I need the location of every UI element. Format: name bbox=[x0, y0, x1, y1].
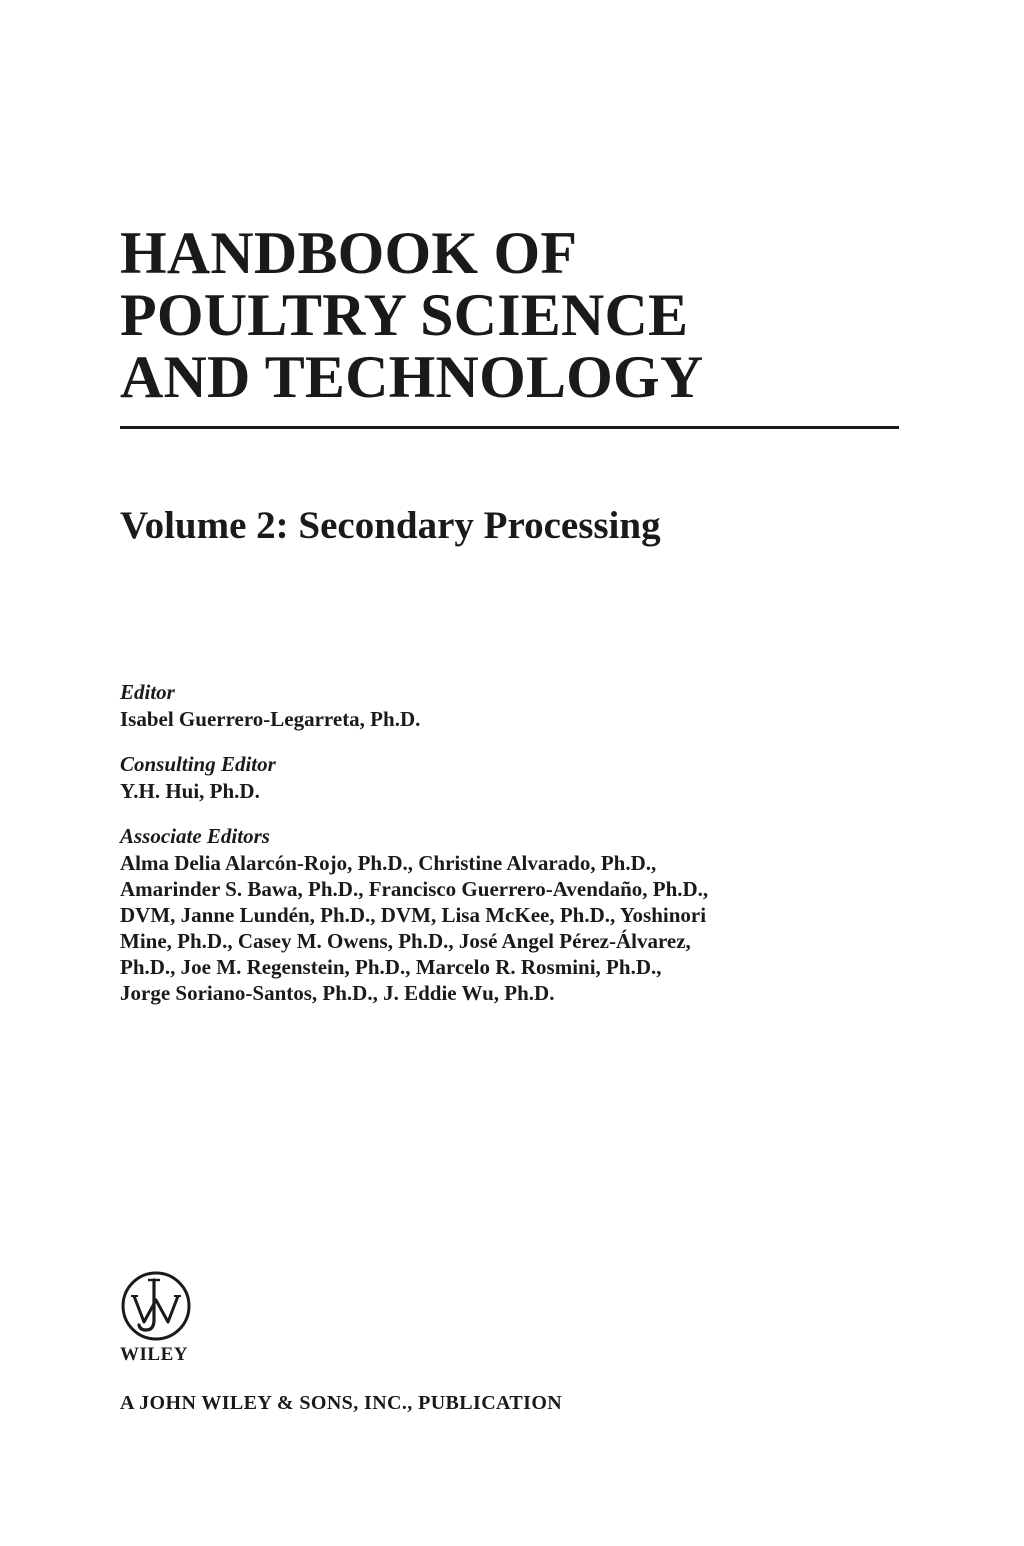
wiley-jw-seal-icon bbox=[120, 1270, 192, 1342]
title-line-3: AND TECHNOLOGY bbox=[120, 344, 704, 410]
publisher-logo bbox=[120, 1270, 196, 1366]
editor-role-label: Editor bbox=[120, 680, 175, 704]
title-divider bbox=[120, 426, 899, 429]
wiley-wordmark: WILEY bbox=[120, 1344, 188, 1365]
editor-name: Isabel Guerrero-Legarreta, Ph.D. bbox=[120, 707, 421, 731]
associate-editors-line: Amarinder S. Bawa, Ph.D., Francisco Guerrero-Avendaño, Ph.D., bbox=[120, 877, 709, 901]
volume-subtitle: Volume 2: Secondary Processing bbox=[120, 504, 661, 547]
associate-editors-list bbox=[120, 850, 880, 1006]
consulting-editor-role-label: Consulting Editor bbox=[120, 752, 276, 776]
associate-editors-line: Ph.D., Joe M. Regenstein, Ph.D., Marcelo R. Rosmini, Ph.D., bbox=[120, 955, 662, 979]
consulting-editor-name: Y.H. Hui, Ph.D. bbox=[120, 779, 260, 803]
associate-editors-line: DVM, Janne Lundén, Ph.D., DVM, Lisa McKee, Ph.D., Yoshinori bbox=[120, 903, 707, 927]
associate-editors-line: Alma Delia Alarcón-Rojo, Ph.D., Christine Alvarado, Ph.D., bbox=[120, 851, 657, 875]
book-title bbox=[120, 222, 900, 408]
title-line-1: HANDBOOK OF bbox=[120, 220, 578, 286]
associate-editors-line: Jorge Soriano-Santos, Ph.D., J. Eddie Wu, Ph.D. bbox=[120, 981, 555, 1005]
editors-section bbox=[120, 679, 880, 1006]
associate-editors-role-label: Associate Editors bbox=[120, 824, 270, 848]
publisher-line: A JOHN WILEY & SONS, INC., PUBLICATION bbox=[120, 1392, 563, 1414]
title-line-2: POULTRY SCIENCE bbox=[120, 282, 689, 348]
associate-editors-line: Mine, Ph.D., Casey M. Owens, Ph.D., José Angel Pérez-Álvarez, bbox=[120, 929, 691, 953]
